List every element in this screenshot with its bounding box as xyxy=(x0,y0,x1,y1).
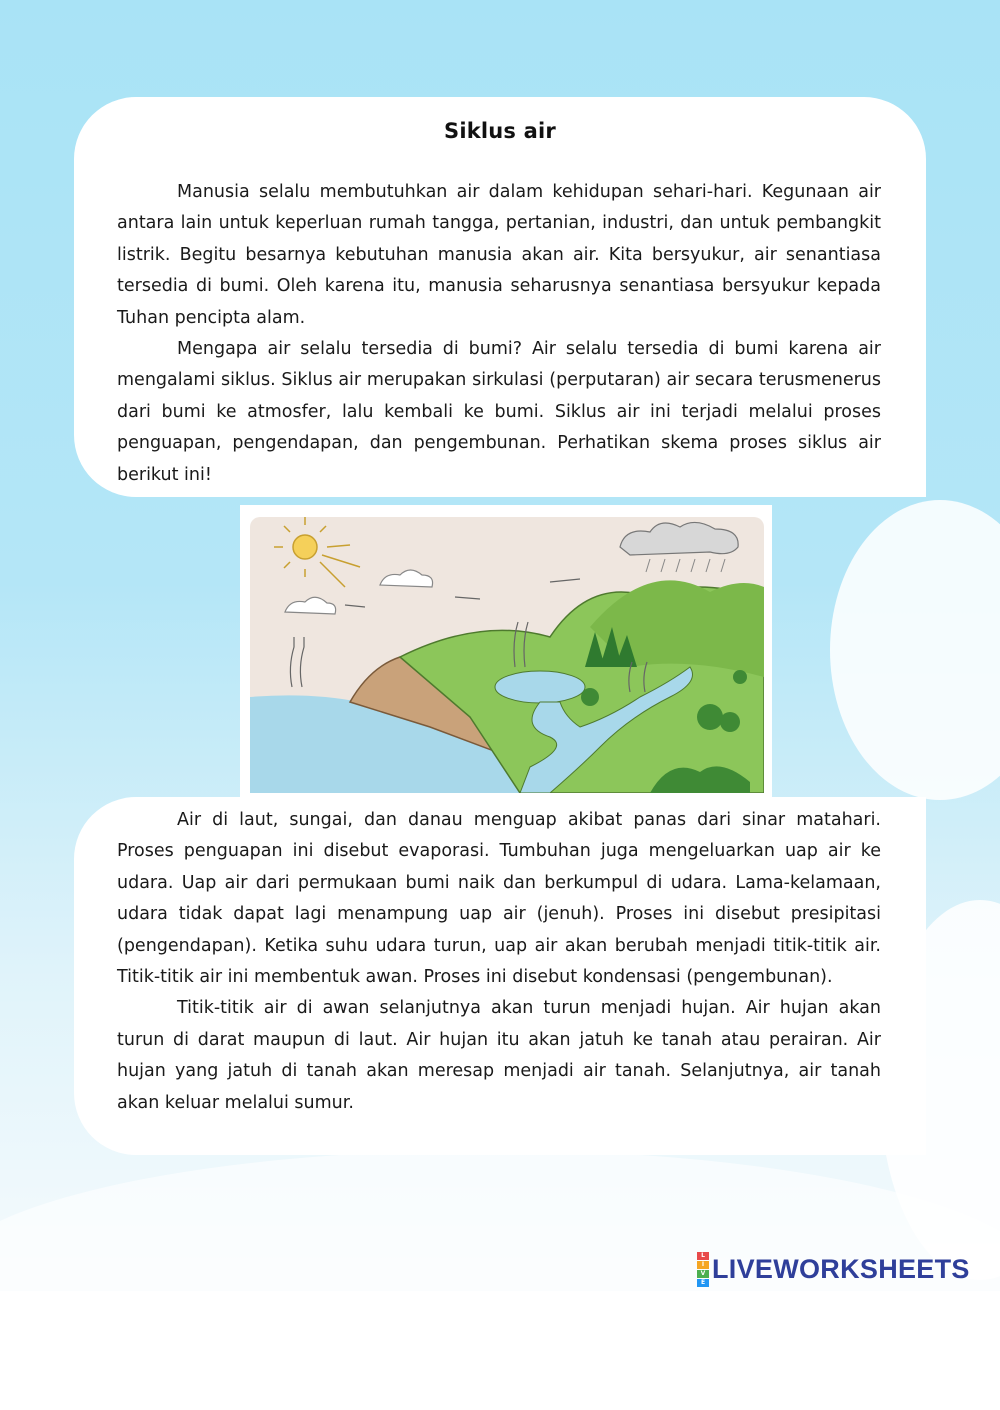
page-title: Siklus air xyxy=(444,119,556,143)
paragraph: Manusia selalu membutuhkan air dalam kehidupan sehari-hari. Kegunaan air antara lain untuk keperluan rumah tangga, pertanian, industri, dan untuk pembangkit listrik. Begitu besarnya kebutuhan manusia akan air. Kita bersyukur, air senantiasa tersedia di bumi. Oleh karena itu, manusia seharusnya senantiasa bersyukur kepada Tuhan pencipta alam. xyxy=(117,182,881,328)
tree xyxy=(720,712,740,732)
lake xyxy=(495,671,585,703)
intro-text xyxy=(117,177,881,491)
paragraph: Mengapa air selalu tersedia di bumi? Air selalu tersedia di bumi karena air mengalami siklus. Siklus air merupakan sirkulasi (perputaran) air secara terusmenerus dari bumi ke atmosfer, lalu kembali ke bumi. Siklus air ini terjadi melalui proses penguapan, pengendapan, dan pengembunan. Perhatikan skema proses siklus air berikut ini! xyxy=(117,339,881,485)
logo-text: LIVEWORKSHEETS xyxy=(712,1253,970,1284)
logo-mark xyxy=(697,1251,709,1287)
tree xyxy=(733,670,747,684)
water-cycle-drawing xyxy=(250,517,764,793)
paragraph: Air di laut, sungai, dan danau menguap akibat panas dari sinar matahari. Proses penguapan ini disebut evaporasi. Tumbuhan juga mengeluarkan uap air ke udara. Uap air dari permukaan bumi naik dan berkumpul di udara. Lama-kelamaan, udara tidak dapat lagi menampung uap air (jenuh). Proses ini disebut presipitasi (pengendapan). Ketika suhu udara turun, uap air akan berubah menjadi titik-titik air. Titik-titik air ini membentuk awan. Proses ini disebut kondensasi (pengembunan). xyxy=(117,810,881,988)
paragraph: Titik-titik air di awan selanjutnya akan turun menjadi hujan. Air hujan akan turun di darat maupun di laut. Air hujan itu akan jatuh ke tanah atau perairan. Air hujan yang jatuh di tanah akan meresap menjadi air tanah. Selanjutnya, air tanah akan keluar melalui sumur. xyxy=(117,998,881,1113)
sun xyxy=(293,535,317,559)
logo-letter: I xyxy=(697,1261,709,1269)
liveworksheets-logo[interactable] xyxy=(697,1252,970,1286)
explanation-text xyxy=(117,805,881,1119)
logo-letter: E xyxy=(697,1279,709,1287)
tree xyxy=(581,688,599,706)
logo-letter: V xyxy=(697,1270,709,1278)
logo-letter: L xyxy=(697,1252,709,1260)
tree xyxy=(697,704,723,730)
water-cycle-illustration xyxy=(240,505,772,797)
